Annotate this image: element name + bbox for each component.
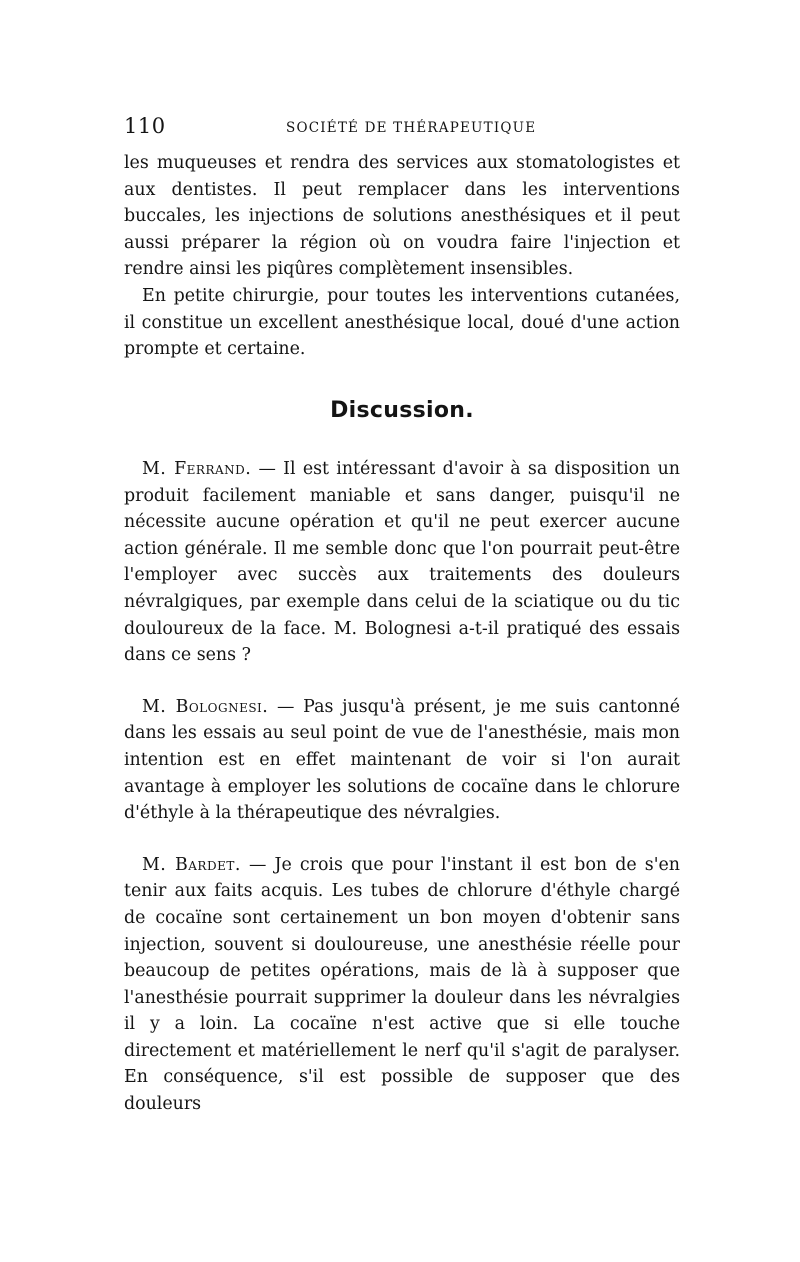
page-number: 110 [124, 114, 166, 138]
speaker-name: M. Bolognesi. [142, 696, 269, 717]
discussion-paragraph [124, 456, 680, 669]
speaker-remark: — Je crois que pour l'instant il est bon de s'en tenir aux faits acquis. Les tubes de chlorure d'éthyle chargé de cocaïne sont certainement un bon moyen d'obtenir sans injection, souvent si douloureuse, une anesthésie réelle pour beaucoup de petites opérations, mais de là à supposer que l'anesthésie pourrait supprimer la douleur dans les névralgies il y a loin. La cocaïne n'est active que si elle touche directement et matériellement le nerf qu'il s'agit de paralyser. En conséquence, s'il est possible de supposer que des douleurs [124, 854, 680, 1115]
intro-paragraph: les muqueuses et rendra des services aux stomatologistes et aux dentistes. Il peut remplacer dans les interventions buccales, les injections de solutions anesthésiques et il peut aussi préparer la région où on voudra faire l'injection et rendre ainsi les piqûres complètement insensibles. [124, 153, 680, 280]
discussion-paragraph [124, 694, 680, 827]
speaker-remark: — Pas jusqu'à présent, je me suis cantonné dans les essais au seul point de vue de l'anesthésie, mais mon intention est en effet maintenant de voir si l'on aurait avantage à employer les solutions de cocaïne dans le chlorure d'éthyle à la thérapeutique des névralgies. [124, 696, 680, 824]
page-header [124, 114, 680, 144]
speaker-remark: — Il est intéressant d'avoir à sa disposition un produit facilement maniable et sans danger, puisqu'il ne nécessite aucune opération et qu'il ne peut exercer aucune action générale. Il me semble donc que l'on pourrait peut-être l'employer avec succès aux traitements des douleurs névralgiques, par exemple dans celui de la sciatique ou du tic douloureux de la face. M. Bolognesi a-t-il pratiqué des essais dans ce sens ? [124, 459, 680, 666]
section-heading: Discussion. [330, 398, 474, 423]
intro-paragraph: En petite chirurgie, pour toutes les interventions cutanées, il constitue un excellent anesthésique local, doué d'une action prompte et certaine. [124, 285, 680, 360]
running-head: SOCIÉTÉ DE THÉRAPEUTIQUE [286, 120, 537, 136]
discussion-paragraph [124, 852, 680, 1118]
speaker-name: M. Bardet. [142, 854, 241, 875]
intro-text [124, 150, 680, 363]
discussion-section [124, 456, 680, 1143]
speaker-name: M. Ferrand. [142, 459, 252, 479]
